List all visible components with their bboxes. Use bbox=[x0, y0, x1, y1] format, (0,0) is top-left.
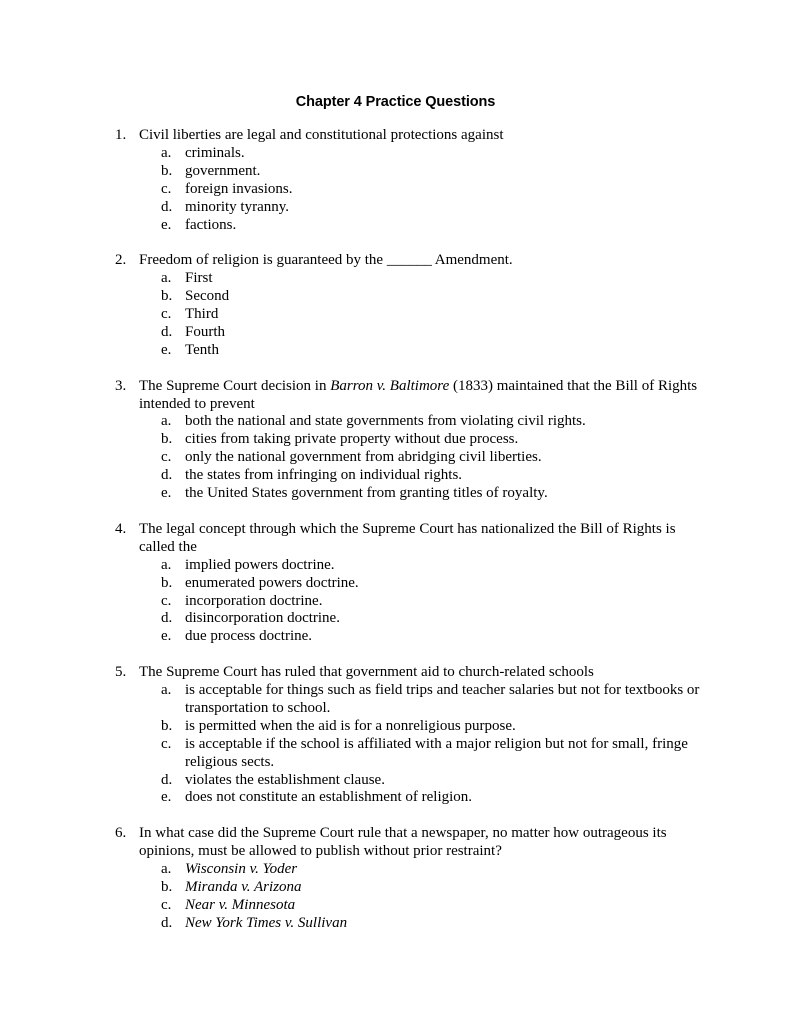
option-text: Tenth bbox=[185, 341, 219, 358]
option-text: First bbox=[185, 270, 213, 287]
option-letter: d. bbox=[161, 323, 173, 340]
option-e bbox=[139, 628, 705, 646]
question-number: 5. bbox=[115, 664, 127, 681]
page-title: Chapter 4 Practice Questions bbox=[295, 94, 496, 110]
option-text: Miranda v. Arizona bbox=[185, 878, 302, 895]
option-list bbox=[139, 270, 709, 360]
option-e bbox=[139, 789, 705, 807]
option-text: incorporation doctrine. bbox=[185, 592, 323, 609]
option-list bbox=[139, 861, 709, 933]
option-letter: c. bbox=[161, 592, 172, 609]
option-letter: e. bbox=[161, 485, 172, 502]
question-4 bbox=[0, 521, 709, 646]
option-letter: b. bbox=[161, 878, 173, 895]
option-c bbox=[139, 306, 705, 324]
option-letter: b. bbox=[161, 431, 173, 448]
option-text: Third bbox=[185, 306, 219, 323]
question-list bbox=[0, 127, 791, 951]
option-letter: b. bbox=[161, 162, 173, 179]
question-text: Freedom of religion is guaranteed by the ______ Amendment. bbox=[139, 252, 513, 269]
option-list bbox=[139, 682, 709, 807]
option-letter: a. bbox=[161, 861, 172, 878]
option-c bbox=[139, 181, 705, 199]
question-2 bbox=[0, 252, 709, 359]
option-letter: e. bbox=[161, 341, 172, 358]
option-c bbox=[139, 736, 705, 772]
option-d bbox=[139, 610, 705, 628]
option-b bbox=[139, 718, 705, 736]
option-e bbox=[139, 342, 705, 360]
option-text: is acceptable for things such as field trips and teacher salaries but not for textbooks or transportation to school. bbox=[185, 682, 700, 716]
option-d bbox=[139, 199, 705, 217]
option-text: factions. bbox=[185, 216, 237, 233]
option-letter: d. bbox=[161, 467, 173, 484]
option-c bbox=[139, 897, 705, 915]
option-text: Fourth bbox=[185, 323, 226, 340]
question-text: Civil liberties are legal and constitutional protections against bbox=[139, 127, 504, 143]
option-a bbox=[139, 861, 705, 879]
option-list bbox=[139, 557, 709, 647]
question-number: 2. bbox=[115, 252, 127, 269]
option-letter: a. bbox=[161, 270, 172, 287]
option-text: does not constitute an establishment of religion. bbox=[185, 789, 473, 806]
option-letter: d. bbox=[161, 198, 173, 215]
option-letter: d. bbox=[161, 610, 173, 627]
option-letter: b. bbox=[161, 574, 173, 591]
option-b bbox=[139, 879, 705, 897]
option-a bbox=[139, 145, 705, 163]
option-letter: e. bbox=[161, 789, 172, 806]
question-text: The legal concept through which the Supreme Court has nationalized the Bill of Rights is called the bbox=[139, 520, 676, 555]
option-text: enumerated powers doctrine. bbox=[185, 574, 359, 591]
option-b bbox=[139, 163, 705, 181]
option-c bbox=[139, 593, 705, 611]
question-number: 1. bbox=[115, 127, 127, 143]
option-text: the states from infringing on individual rights. bbox=[185, 467, 463, 484]
option-text: Near v. Minnesota bbox=[185, 896, 296, 913]
option-e bbox=[139, 485, 705, 503]
option-text: violates the establishment clause. bbox=[185, 771, 385, 788]
option-text: is permitted when the aid is for a nonreligious purpose. bbox=[185, 717, 516, 734]
option-a bbox=[139, 413, 705, 431]
question-number: 6. bbox=[115, 825, 127, 842]
option-text: cities from taking private property without due process. bbox=[185, 431, 519, 448]
option-text: government. bbox=[185, 162, 261, 179]
option-text: is acceptable if the school is affiliated with a major religion but not for small, fringe religious sects. bbox=[185, 735, 688, 770]
option-letter: b. bbox=[161, 717, 173, 734]
option-letter: e. bbox=[161, 628, 172, 645]
option-e bbox=[139, 217, 705, 235]
case-name: Barron v. Baltimore bbox=[330, 377, 450, 394]
option-b bbox=[139, 431, 705, 449]
question-text: In what case did the Supreme Court rule that a newspaper, no matter how outrageous its opinions, must be allowed to publish without prior restraint? bbox=[139, 825, 667, 860]
option-letter: c. bbox=[161, 449, 172, 466]
question-number: 3. bbox=[115, 377, 127, 394]
option-letter: b. bbox=[161, 288, 173, 305]
option-text: due process doctrine. bbox=[185, 628, 313, 645]
option-letter: a. bbox=[161, 413, 172, 430]
option-letter: c. bbox=[161, 896, 172, 913]
option-d bbox=[139, 772, 705, 790]
question-text-start: The Supreme Court decision in bbox=[139, 377, 331, 394]
question-6 bbox=[0, 825, 709, 932]
question-number: 4. bbox=[115, 520, 127, 537]
option-text: foreign invasions. bbox=[185, 180, 293, 197]
option-letter: d. bbox=[161, 914, 173, 931]
question-1 bbox=[0, 127, 709, 234]
option-list bbox=[139, 145, 709, 235]
option-letter: a. bbox=[161, 682, 172, 699]
option-text: Second bbox=[185, 288, 230, 305]
question-3 bbox=[0, 378, 709, 503]
option-letter: c. bbox=[161, 306, 172, 323]
option-text: implied powers doctrine. bbox=[185, 556, 335, 573]
option-letter: a. bbox=[161, 144, 172, 161]
option-c bbox=[139, 449, 705, 467]
option-text: Wisconsin v. Yoder bbox=[185, 861, 298, 878]
option-a bbox=[139, 270, 705, 288]
option-letter: c. bbox=[161, 180, 172, 197]
option-d bbox=[139, 324, 705, 342]
option-b bbox=[139, 288, 705, 306]
question-text bbox=[139, 378, 709, 414]
option-d bbox=[139, 467, 705, 485]
question-text: The Supreme Court has ruled that government aid to church-related schools bbox=[139, 664, 594, 681]
option-letter: e. bbox=[161, 216, 172, 233]
option-text: minority tyranny. bbox=[185, 198, 290, 215]
option-a bbox=[139, 557, 705, 575]
option-list bbox=[139, 413, 709, 503]
option-text: the United States government from granting titles of royalty. bbox=[185, 485, 548, 502]
question-5 bbox=[0, 664, 709, 807]
option-text: New York Times v. Sullivan bbox=[185, 914, 348, 931]
option-a bbox=[139, 682, 705, 718]
option-text: disincorporation doctrine. bbox=[185, 610, 340, 627]
question-text-end: (1833) maintained that the Bill of Rights intended to prevent bbox=[139, 377, 698, 412]
option-letter: d. bbox=[161, 771, 173, 788]
option-text: both the national and state governments from violating civil rights. bbox=[185, 413, 586, 430]
option-text: criminals. bbox=[185, 144, 245, 161]
option-b bbox=[139, 575, 705, 593]
option-letter: c. bbox=[161, 735, 172, 752]
option-d bbox=[139, 915, 705, 933]
option-letter: a. bbox=[161, 556, 172, 573]
option-text: only the national government from abridging civil liberties. bbox=[185, 449, 542, 466]
